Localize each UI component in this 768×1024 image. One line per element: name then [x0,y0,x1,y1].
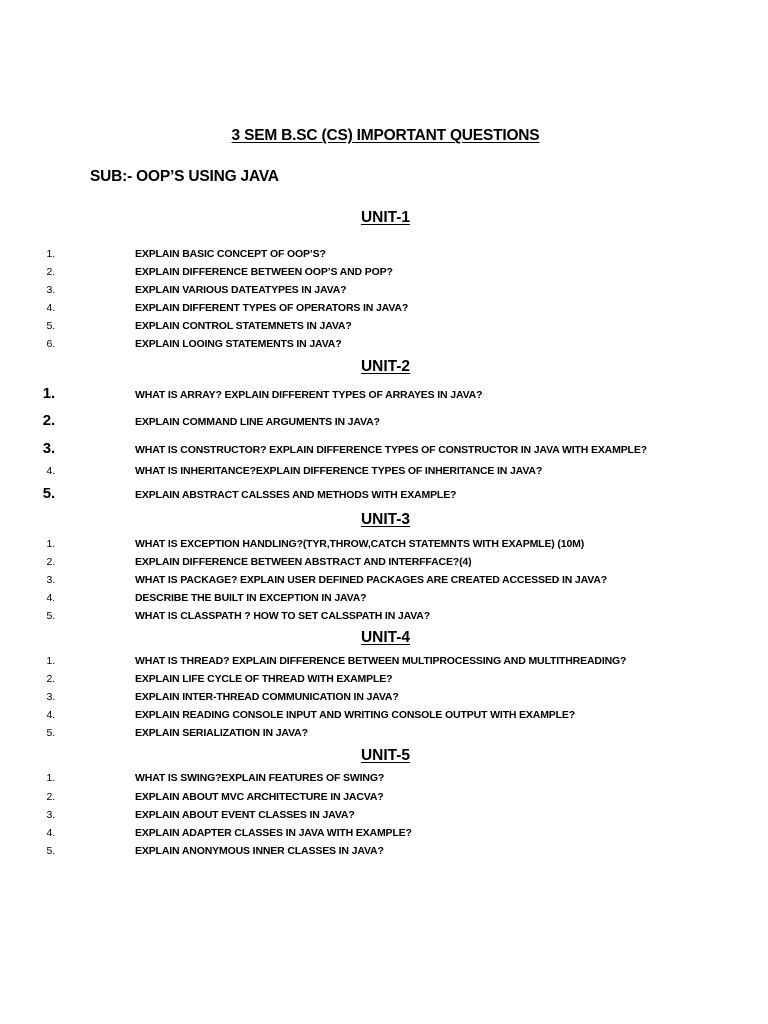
unit-3-question [0,538,700,554]
unit-1-heading: UNIT-1 [360,209,411,226]
question-text: EXPLAIN ABOUT MVC ARCHITECTURE IN JACVA? [135,791,384,803]
question-text: EXPLAIN ABOUT EVENT CLASSES IN JAVA? [135,809,355,821]
question-text: WHAT IS THREAD? EXPLAIN DIFFERENCE BETWEEN MULTIPROCESSING AND MULTITHREADING? [135,655,627,667]
unit-2-question [0,465,700,481]
question-number: 2. [46,673,55,685]
unit-4-question [0,655,700,671]
question-number: 1. [46,538,55,550]
question-number: 1. [46,655,55,667]
question-text: EXPLAIN ANONYMOUS INNER CLASSES IN JAVA? [135,845,384,857]
unit-2-question [0,385,700,405]
unit-1-question [0,248,700,264]
unit-1-question [0,320,700,336]
unit-4-question [0,709,700,725]
question-text: WHAT IS EXCEPTION HANDLING?(TYR,THROW,CATCH STATEMNTS WITH EXAPMLE) (10M) [135,538,585,550]
question-number: 5. [46,610,55,622]
question-text: WHAT IS CONSTRUCTOR? EXPLAIN DIFFERENCE TYPES OF CONSTRUCTOR IN JAVA WITH EXAMPLE? [135,444,647,456]
unit-5-heading: UNIT-5 [360,747,411,764]
question-text: EXPLAIN READING CONSOLE INPUT AND WRITING CONSOLE OUTPUT WITH EXAMPLE? [135,709,576,721]
question-text: EXPLAIN ABSTRACT CALSSES AND METHODS WITH EXAMPLE? [135,489,457,501]
unit-5-question [0,772,700,788]
question-text: WHAT IS ARRAY? EXPLAIN DIFFERENT TYPES OF ARRAYES IN JAVA? [135,389,483,401]
unit-1-question [0,266,700,282]
question-text: EXPLAIN LIFE CYCLE OF THREAD WITH EXAMPLE? [135,673,393,685]
unit-3-question [0,592,700,608]
unit-4-question [0,727,700,743]
question-number: 1. [46,248,55,260]
unit-1-question [0,302,700,318]
question-number: 6. [46,338,55,350]
question-number: 2. [46,791,55,803]
question-number: 4. [46,827,55,839]
question-number: 4. [46,592,55,604]
question-text: EXPLAIN DIFFERENT TYPES OF OPERATORS IN JAVA? [135,302,409,314]
subject-heading: SUB:- OOP’S USING JAVA [90,168,279,185]
question-text: EXPLAIN ADAPTER CLASSES IN JAVA WITH EXAMPLE? [135,827,412,839]
question-number: 4. [46,302,55,314]
question-number: 2. [42,412,55,429]
question-text: EXPLAIN LOOING STATEMENTS IN JAVA? [135,338,342,350]
unit-1-question [0,284,700,300]
question-text: EXPLAIN COMMAND LINE ARGUMENTS IN JAVA? [135,416,380,428]
unit-2-question [0,440,700,460]
question-text: DESCRIBE THE BUILT IN EXCEPTION IN JAVA? [135,592,367,604]
question-text: WHAT IS INHERITANCE?EXPLAIN DIFFERENCE TYPES OF INHERITANCE IN JAVA? [135,465,543,477]
question-number: 3. [46,574,55,586]
question-number: 2. [46,266,55,278]
question-text: WHAT IS CLASSPATH ? HOW TO SET CALSSPATH IN JAVA? [135,610,431,622]
unit-2-question [0,412,700,432]
unit-5-question [0,809,700,825]
unit-2-question [0,485,700,505]
question-number: 3. [42,440,55,457]
document-title: 3 SEM B.SC (CS) IMPORTANT QUESTIONS [231,127,540,144]
question-text: EXPLAIN BASIC CONCEPT OF OOP’S? [135,248,326,260]
question-text: WHAT IS SWING?EXPLAIN FEATURES OF SWING? [135,772,385,784]
question-number: 3. [46,284,55,296]
unit-2-heading: UNIT-2 [360,358,411,375]
question-text: EXPLAIN SERIALIZATION IN JAVA? [135,727,308,739]
question-number: 3. [46,809,55,821]
question-text: EXPLAIN DIFFERENCE BETWEEN ABSTRACT AND INTERFFACE?(4) [135,556,472,568]
question-number: 2. [46,556,55,568]
question-number: 1. [42,385,55,402]
unit-3-question [0,556,700,572]
question-number: 5. [46,727,55,739]
question-number: 5. [46,845,55,857]
question-number: 5. [46,320,55,332]
unit-5-question [0,845,700,861]
question-number: 4. [46,465,55,477]
question-text: EXPLAIN CONTROL STATEMNETS IN JAVA? [135,320,352,332]
unit-5-question [0,827,700,843]
unit-3-question [0,574,700,590]
question-number: 5. [42,485,55,502]
unit-4-heading: UNIT-4 [360,629,411,646]
unit-4-question [0,673,700,689]
unit-3-question [0,610,700,626]
question-text: EXPLAIN DIFFERENCE BETWEEN OOP’S AND POP? [135,266,393,278]
question-text: WHAT IS PACKAGE? EXPLAIN USER DEFINED PACKAGES ARE CREATED ACCESSED IN JAVA? [135,574,608,586]
question-number: 3. [46,691,55,703]
question-number: 1. [46,772,55,784]
unit-1-question [0,338,700,354]
question-number: 4. [46,709,55,721]
unit-3-heading: UNIT-3 [360,511,411,528]
unit-5-question [0,791,700,807]
question-text: EXPLAIN VARIOUS DATEATYPES IN JAVA? [135,284,347,296]
unit-4-question [0,691,700,707]
question-text: EXPLAIN INTER-THREAD COMMUNICATION IN JAVA? [135,691,399,703]
